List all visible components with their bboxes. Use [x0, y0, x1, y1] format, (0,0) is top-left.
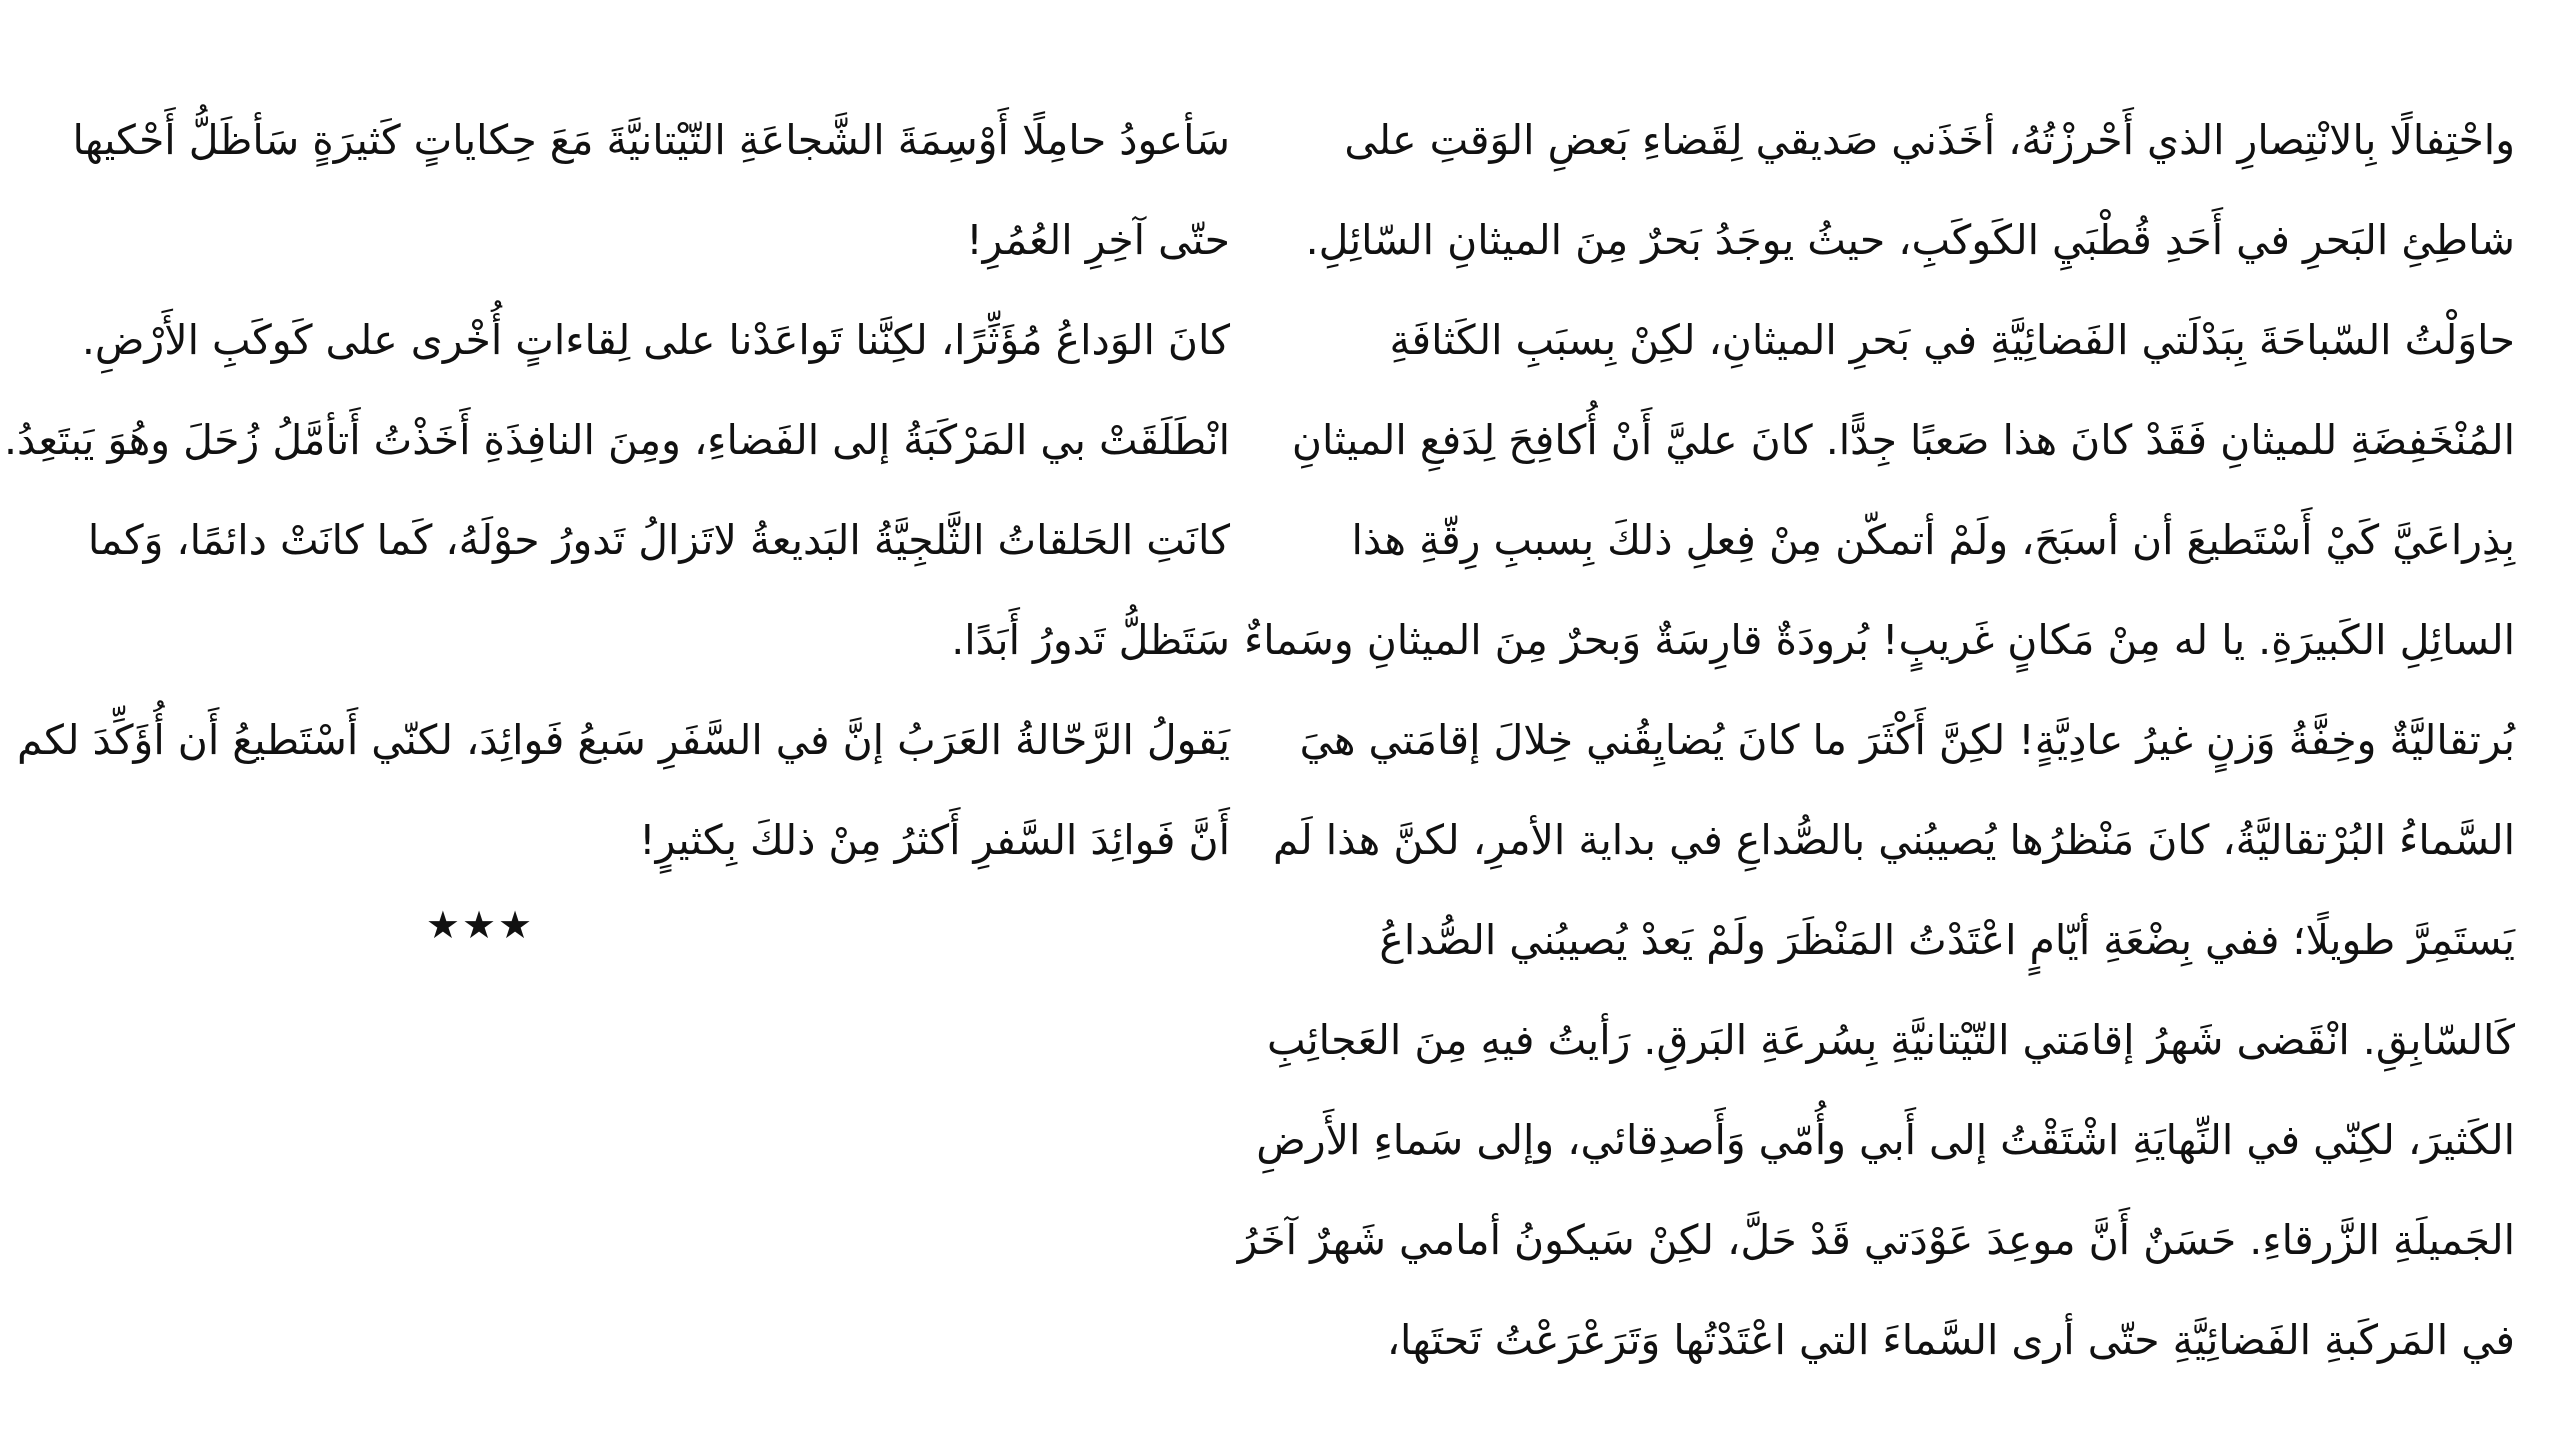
- text-line: السائِلِ الكَبيرَةِ. يا له مِنْ مَكانٍ غَريبٍ! بُرودَةٌ قارِسَةٌ وَبحرٌ مِنَ الميثانِ وسَماءٌ: [1244, 616, 2515, 664]
- text-column-left: [3, 90, 1230, 960]
- text-line: يَقولُ الرَّحّالةُ العَرَبُ إنَّ في السَّفَرِ سَبعُ فَوائِدَ، لكنّي أَسْتَطيعُ أَن أُؤَكِّدَ لكم: [17, 716, 1230, 764]
- text-line: انْطَلَقَتْ بي المَرْكَبَةُ إلى الفَضاءِ، ومِنَ النافِذَةِ أَخَذْتُ أَتأمَّلُ زُحَلَ وهُوَ يَبتَعِدُ.: [3, 416, 1230, 464]
- text-line: شاطِئِ البَحرِ في أَحَدِ قُطْبَيِ الكَوكَبِ، حيثُ يوجَدُ بَحرٌ مِنَ الميثانِ السّائِلِ.: [1305, 216, 2515, 264]
- text-line: أَنَّ فَوائِدَ السَّفرِ أَكثرُ مِنْ ذلكَ بِكثيرٍ!: [639, 816, 1230, 864]
- text-line: واحْتِفالًا بِالانْتِصارِ الذي أَحْرزْتُهُ، أخَذَني صَديقي لِقَضاءِ بَعضِ الوَقتِ على: [1344, 116, 2515, 164]
- text-line: كانَ الوَداعُ مُؤَثِّرًا، لكِنَّنا تَواعَدْنا على لِقاءاتٍ أُخْرى على كَوكَبِ الأَرْضِ.: [81, 316, 1230, 364]
- text-line: بِذِراعَيَّ كَيْ أَسْتَطيعَ أن أسبَحَ، ولَمْ أتمكّن مِنْ فِعلِ ذلكَ بِسببِ رِقّةِ هذا: [1351, 516, 2515, 564]
- section-separator: ★★★: [425, 903, 535, 947]
- text-line: يَستَمِرَّ طويلًا؛ ففي بِضْعَةِ أيّامٍ اعْتَدْتُ المَنْظَرَ ولَمْ يَعدْ يُصيبُني الصُّداعُ: [1379, 916, 2515, 964]
- text-line: كَالسّابِقِ. انْقَضى شَهرُ إقامَتي التّيْتانيَّةِ بِسُرعَةِ البَرقِ. رَأيتُ فيهِ مِنَ العَجائِبِ: [1267, 1016, 2515, 1064]
- text-line: في المَركَبةِ الفَضائِيَّةِ حتّى أرى السَّماءَ التي اعْتَدْتُها وَتَرَعْرَعْتُ تَحتَها،: [1386, 1316, 2515, 1364]
- text-line: بُرتقاليَّةٌ وخِفَّةُ وَزنٍ غيرُ عادِيَّةٍ! لكِنَّ أَكْثَرَ ما كانَ يُضايِقُني خِلالَ إقامَتي هيَ: [1299, 716, 2515, 764]
- text-line: حتّى آخِرِ العُمُرِ!: [966, 216, 1230, 264]
- text-line: كانَتِ الحَلقاتُ الثَّلجِيَّةُ البَديعةُ لاتَزالُ تَدورُ حوْلَهُ، كَما كانَتْ دائمًا، وَكما: [87, 516, 1230, 564]
- text-line: الكَثيرَ، لكِنّي في النِّهايَةِ اشْتَقْتُ إلى أَبي وأُمّي وَأَصدِقائي، وإلى سَماءِ الأَرضِ: [1256, 1116, 2515, 1164]
- text-column-right: [1237, 90, 2515, 1390]
- text-line: سَأعودُ حامِلًا أَوْسِمَةَ الشَّجاعَةِ التّيْتانيَّةَ مَعَ حِكاياتٍ كَثيرَةٍ سَأظَلُّ أَحْكيها: [72, 116, 1230, 164]
- text-line: سَتَظلُّ تَدورُ أَبَدًا.: [951, 616, 1230, 664]
- text-line: حاوَلْتُ السّباحَةَ بِبَدْلَتي الفَضائِيَّةِ في بَحرِ الميثانِ، لكِنْ بِسبَبِ الكَثافَةِ: [1389, 316, 2515, 364]
- text-line: المُنْخَفِضَةِ للميثانِ فَقَدْ كانَ هذا صَعبًا جِدًّا. كانَ عليَّ أَنْ أُكافِحَ لِدَفعِ الميثانِ: [1291, 416, 2515, 464]
- text-line: الجَميلَةِ الزَّرقاءِ. حَسَنٌ أَنَّ موعِدَ عَوْدَتي قَدْ حَلَّ، لكِنْ سَيكونُ أمامي شَهرٌ آخَرُ: [1237, 1216, 2515, 1264]
- text-line: السَّماءُ البُرْتقاليَّةُ، كانَ مَنْظرُها يُصيبُني بالصُّداعِ في بداية الأمرِ، لكنَّ هذا لَم: [1272, 816, 2515, 864]
